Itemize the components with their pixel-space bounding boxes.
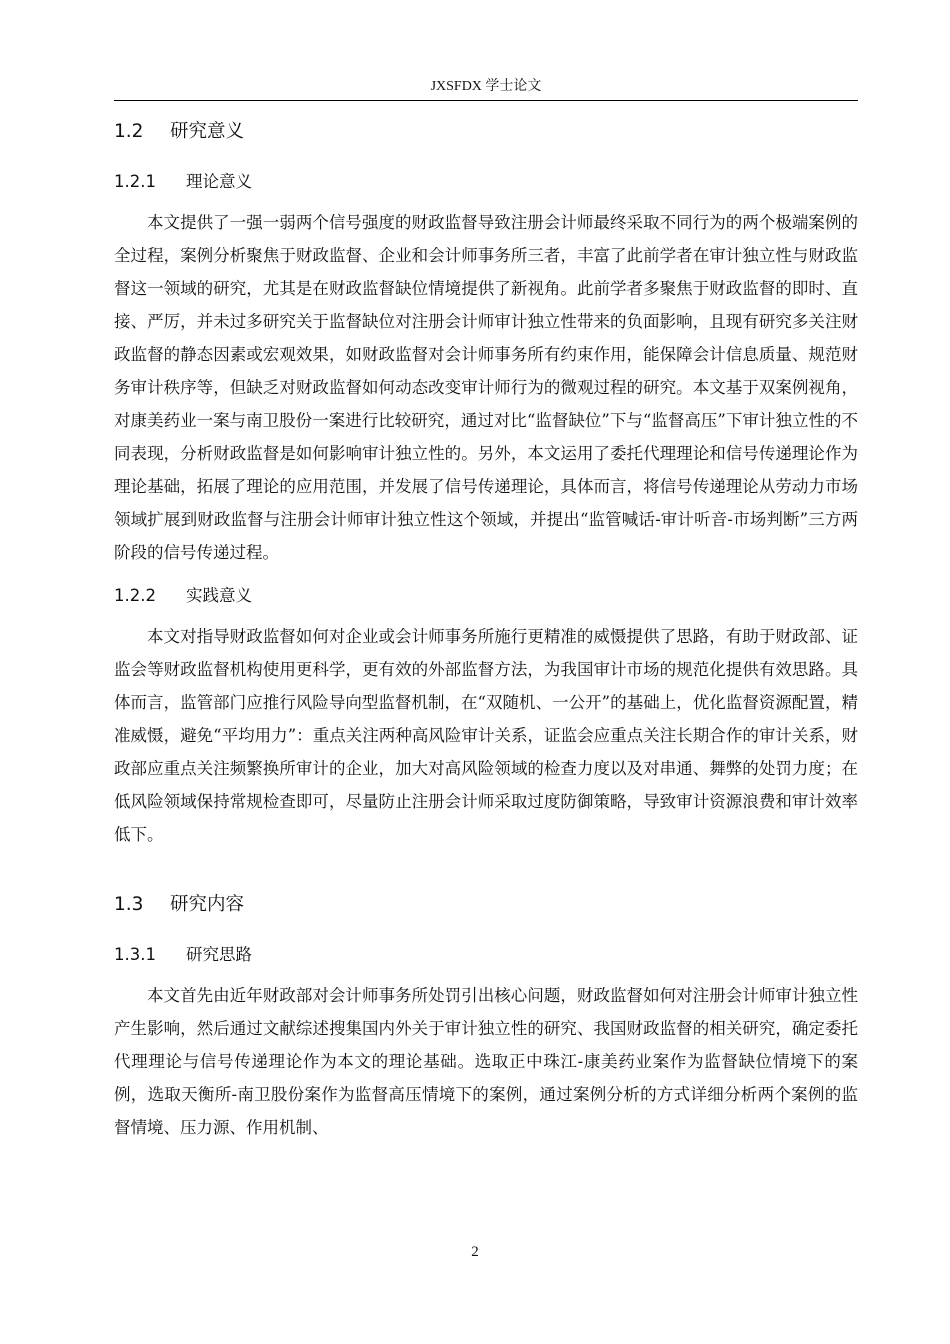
subsection-number: 1.2.2 [114, 586, 156, 605]
subsection-title: 实践意义 [186, 586, 252, 605]
page-body [114, 118, 858, 1144]
paragraph-research-approach: 本文首先由近年财政部对会计师事务所处罚引出核心问题，财政监督如何对注册会计师审计独立性产生影响，然后通过文献综述搜集国内外关于审计独立性的研究、我国财政监督的相关研究，确定委托代理理论与信号传递理论作为本文的理论基础。选取正中珠江-康美药业案作为监督缺位情境下的案例，选取天衡所-南卫股份案作为监督高压情境下的案例，通过案例分析的方式详细分析两个案例的监督情境、压力源、作用机制、 [114, 986, 858, 1137]
section-number: 1.3 [114, 894, 144, 915]
section-number: 1.2 [114, 121, 144, 142]
subsection-title: 研究思路 [186, 945, 252, 964]
subsection-number: 1.2.1 [114, 172, 156, 191]
subsection-heading-1-2-2 [114, 582, 858, 610]
paragraph-theoretical-significance: 本文提供了一强一弱两个信号强度的财政监督导致注册会计师最终采取不同行为的两个极端案例的全过程，案例分析聚焦于财政监督、企业和会计师事务所三者，丰富了此前学者在审计独立性与财政监督这一领域的研究，尤其是在财政监督缺位情境提供了新视角。此前学者多聚焦于财政监督的即时、直接、严厉，并未过多研究关于监督缺位对注册会计师审计独立性带来的负面影响，且现有研究多关注财政监督的静态因素或宏观效果，如财政监督对会计师事务所有约束作用，能保障会计信息质量、规范财务审计秩序等，但缺乏对财政监督如何动态改变审计师行为的微观过程的研究。本文基于双案例视角，对康美药业一案与南卫股份一案进行比较研究，通过对比“监督缺位”下与“监督高压”下审计独立性的不同表现，分析财政监督是如何影响审计独立性的。另外，本文运用了委托代理理论和信号传递理论作为理论基础，拓展了理论的应用范围，并发展了信号传递理论，具体而言，将信号传递理论从劳动力市场领域扩展到财政监督与注册会计师审计独立性这个领域，并提出“监管喊话-审计听音-市场判断”三方两阶段的信号传递过程。 [114, 213, 858, 562]
section-title: 研究内容 [170, 894, 245, 915]
subsection-title: 理论意义 [186, 172, 252, 191]
page-header: JXSFDX 学士论文 [114, 74, 858, 101]
section-title: 研究意义 [170, 121, 245, 142]
subsection-number: 1.3.1 [114, 945, 156, 964]
paragraph-practical-significance: 本文对指导财政监督如何对企业或会计师事务所施行更精准的威慑提供了思路，有助于财政部、证监会等财政监督机构使用更科学，更有效的外部监督方法，为我国审计市场的规范化提供有效思路。具体而言，监管部门应推行风险导向型监督机制，在“双随机、一公开”的基础上，优化监督资源配置，精准威慑，避免“平均用力”：重点关注两种高风险审计关系，证监会应重点关注长期合作的审计关系，财政部应重点关注频繁换所审计的企业，加大对高风险领域的检查力度以及对串通、舞弊的处罚力度；在低风险领域保持常规检查即可，尽量防止注册会计师采取过度防御策略，导致审计资源浪费和审计效率低下。 [114, 627, 858, 844]
section-heading-1-2 [114, 118, 858, 146]
subsection-heading-1-2-1 [114, 168, 858, 196]
subsection-heading-1-3-1 [114, 941, 858, 969]
page-number: 2 [471, 1244, 479, 1260]
section-heading-1-3 [114, 891, 858, 919]
